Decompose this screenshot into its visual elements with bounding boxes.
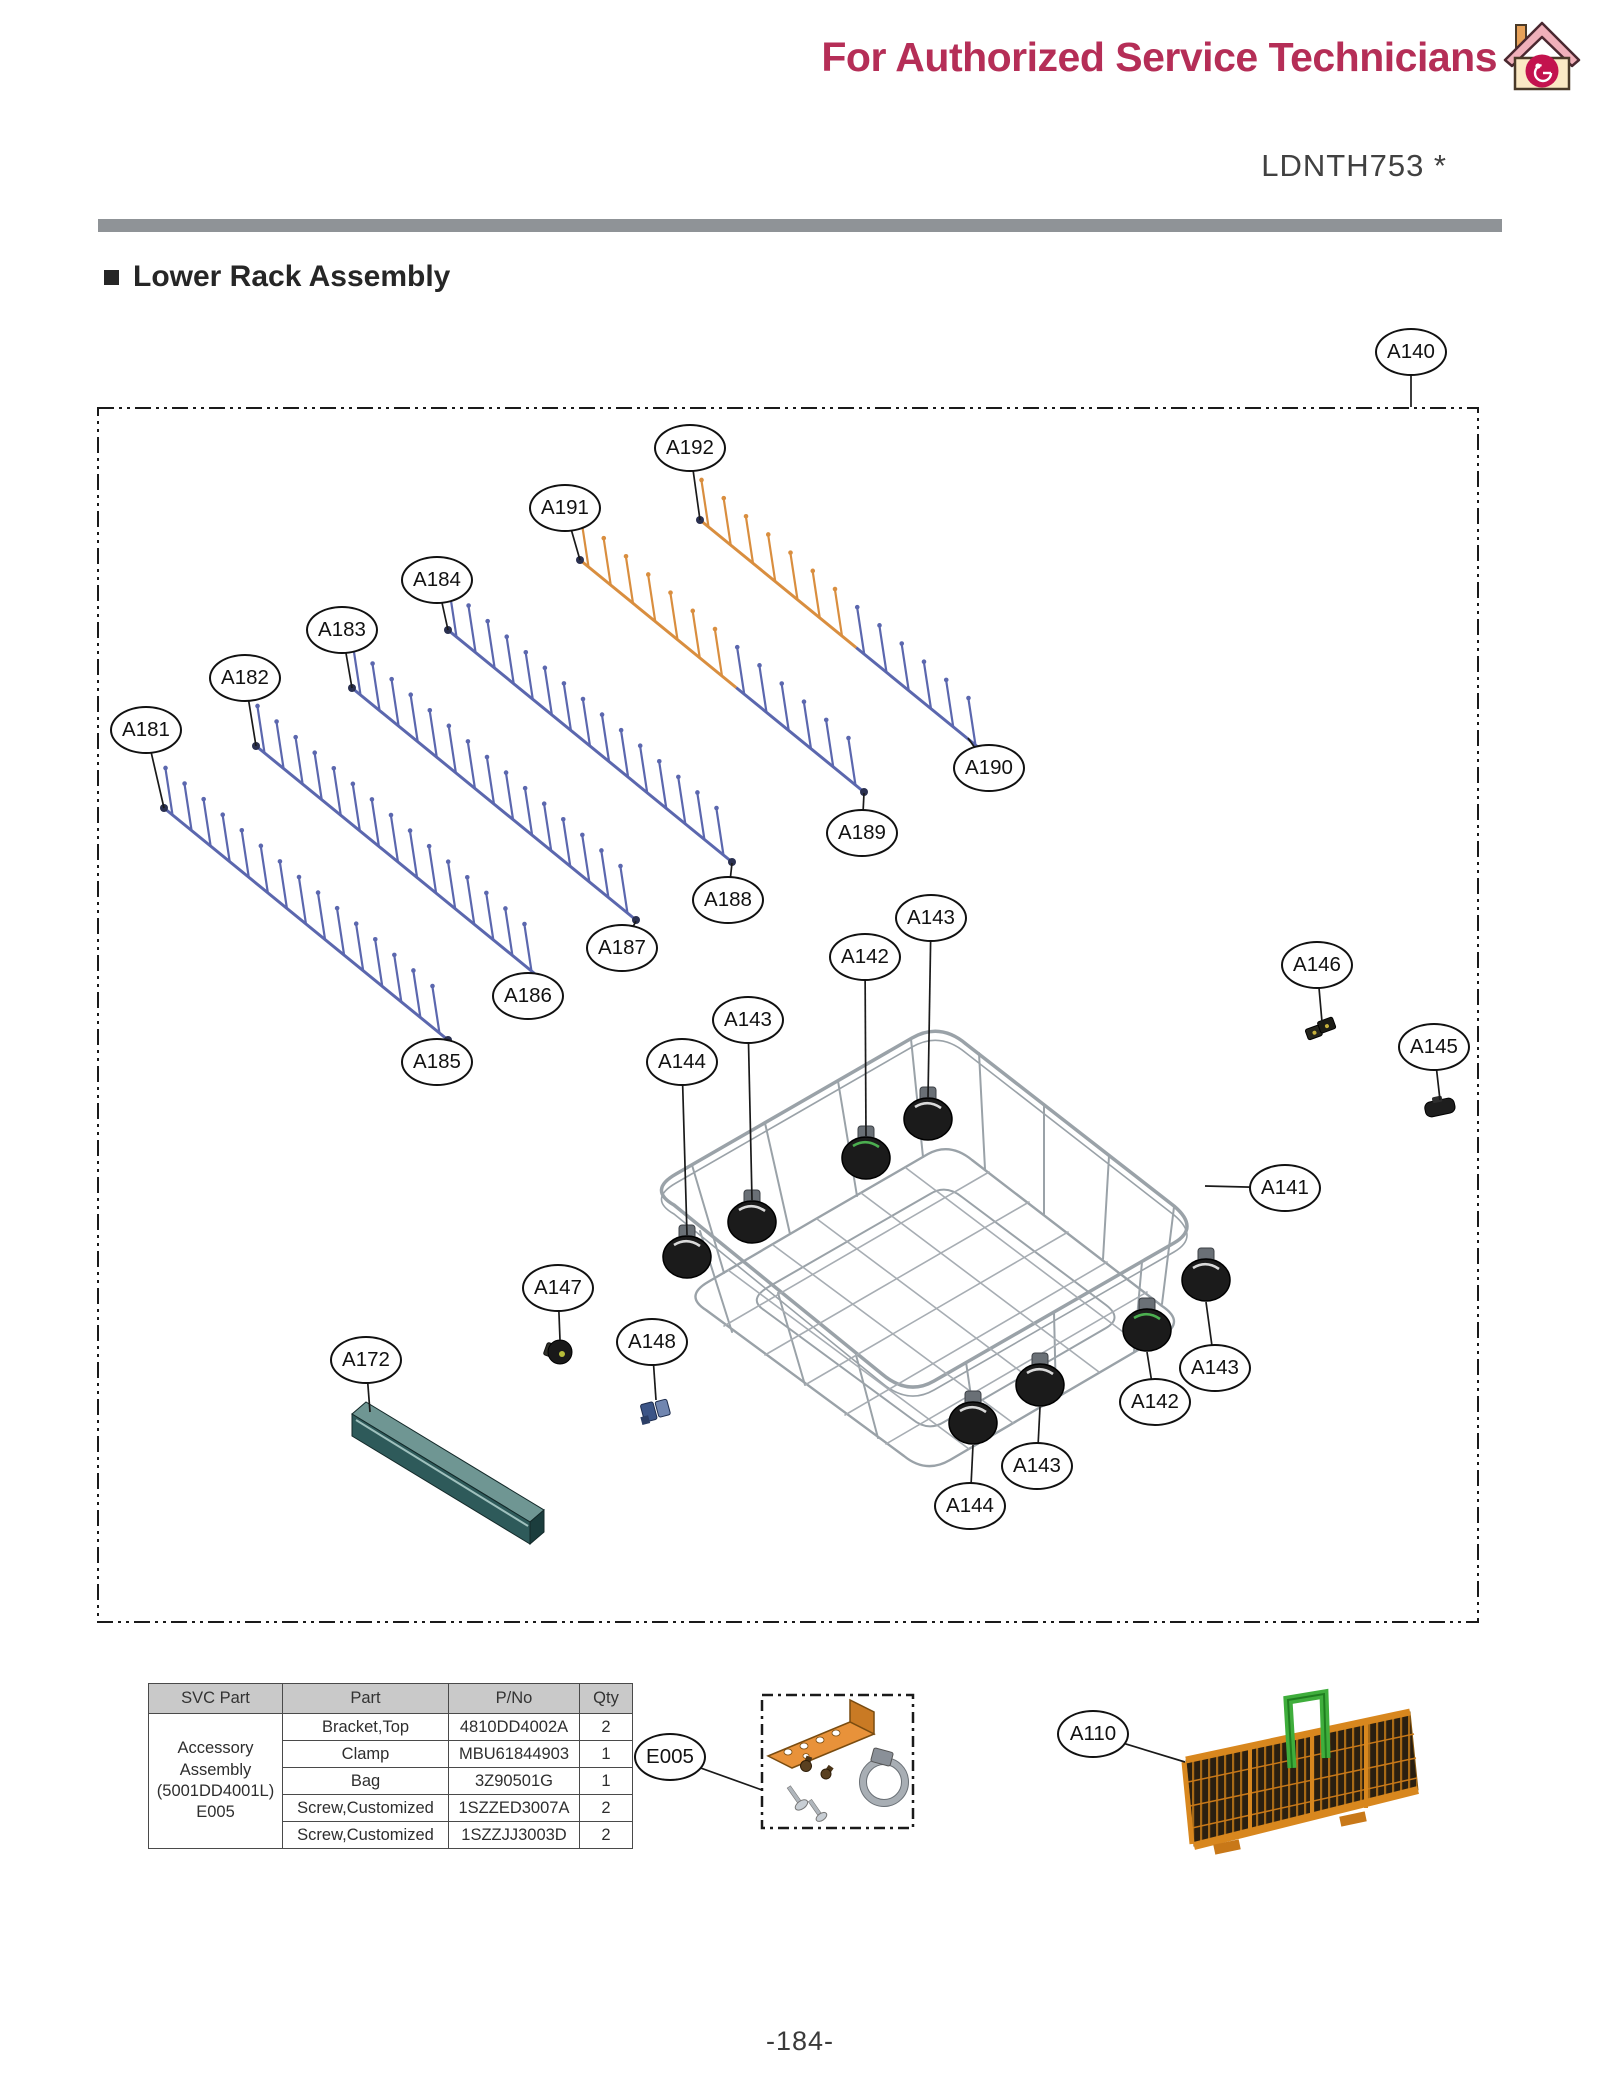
adjuster-rail-a172: [352, 1402, 544, 1544]
caster-wheel: [1182, 1248, 1230, 1301]
table-cell: 1SZZED3007A: [449, 1795, 580, 1822]
table-cell: 2: [580, 1822, 633, 1849]
callout-e005: E005: [634, 1733, 706, 1781]
lg-home-icon: [1502, 16, 1582, 92]
table-cell: Bag: [283, 1768, 449, 1795]
callout-a110: A110: [1057, 1710, 1129, 1758]
callout-a192: A192: [654, 424, 726, 472]
table-cell: 4810DD4002A: [449, 1714, 580, 1741]
callout-a188: A188: [692, 876, 764, 924]
table-cell: 1: [580, 1768, 633, 1795]
page-number: -184-: [765, 2026, 835, 2056]
callout-a142: A142: [829, 933, 901, 981]
callout-a143: A143: [1001, 1442, 1073, 1490]
table-cell: 1SZZJJ3003D: [449, 1822, 580, 1849]
callout-a140: A140: [1375, 328, 1447, 376]
tine-row: [348, 646, 640, 924]
callout-a141: A141: [1249, 1164, 1321, 1212]
callout-a146: A146: [1281, 941, 1353, 989]
a110-silverware-basket: [1184, 1694, 1418, 1855]
callout-a147: A147: [522, 1264, 594, 1312]
callout-a142: A142: [1119, 1378, 1191, 1426]
callout-a190: A190: [953, 744, 1025, 792]
table-header-cell: Qty: [580, 1684, 633, 1714]
callout-a172: A172: [330, 1336, 402, 1384]
tine-row: [160, 766, 452, 1044]
table-header-cell: SVC Part: [149, 1684, 283, 1714]
callout-a184: A184: [401, 556, 473, 604]
callout-a143: A143: [895, 894, 967, 942]
tine-row: [444, 588, 736, 866]
table-cell: Clamp: [283, 1741, 449, 1768]
callout-a191: A191: [529, 484, 601, 532]
section-title: Lower Rack Assembly: [133, 260, 451, 293]
table-cell: 1: [580, 1741, 633, 1768]
table-header-cell: P/No: [449, 1684, 580, 1714]
table-cell: Screw,Customized: [283, 1795, 449, 1822]
callout-a143: A143: [1179, 1344, 1251, 1392]
callout-a182: A182: [209, 654, 281, 702]
callout-a183: A183: [306, 606, 378, 654]
roller-part-a147: [543, 1340, 572, 1364]
table-cell: Bracket,Top: [283, 1714, 449, 1741]
callout-a181: A181: [110, 706, 182, 754]
roller-part-a146: [1304, 1017, 1337, 1040]
tine-row: [696, 478, 988, 756]
table-header-cell: Part: [283, 1684, 449, 1714]
tine-row: [252, 704, 544, 982]
table-cell: 3Z90501G: [449, 1768, 580, 1795]
table-cell: MBU61844903: [449, 1741, 580, 1768]
callout-a186: A186: [492, 972, 564, 1020]
tine-row: [576, 518, 868, 796]
table-cell: Screw,Customized: [283, 1822, 449, 1849]
table-cell: 2: [580, 1795, 633, 1822]
callout-a143: A143: [712, 996, 784, 1044]
caster-wheel: [949, 1391, 997, 1444]
callout-a185: A185: [401, 1038, 473, 1086]
callout-a189: A189: [826, 809, 898, 857]
table-row: [149, 1714, 633, 1741]
svc-part-group-cell: Accessory Assembly (5001DD4001L) E005: [149, 1714, 283, 1849]
callout-a144: A144: [646, 1038, 718, 1086]
accessory-parts-table: [148, 1683, 633, 1849]
e005-accessory-parts: [768, 1700, 909, 1823]
callout-a144: A144: [934, 1482, 1006, 1530]
caster-wheel: [1016, 1353, 1064, 1406]
callout-a187: A187: [586, 924, 658, 972]
callout-a145: A145: [1398, 1023, 1470, 1071]
clip-part-a148: [637, 1398, 671, 1425]
model-number: LDNTH753 *: [1261, 148, 1447, 183]
page-header-title: For Authorized Service Technicians: [821, 34, 1497, 80]
callout-a148: A148: [616, 1318, 688, 1366]
table-cell: 2: [580, 1714, 633, 1741]
